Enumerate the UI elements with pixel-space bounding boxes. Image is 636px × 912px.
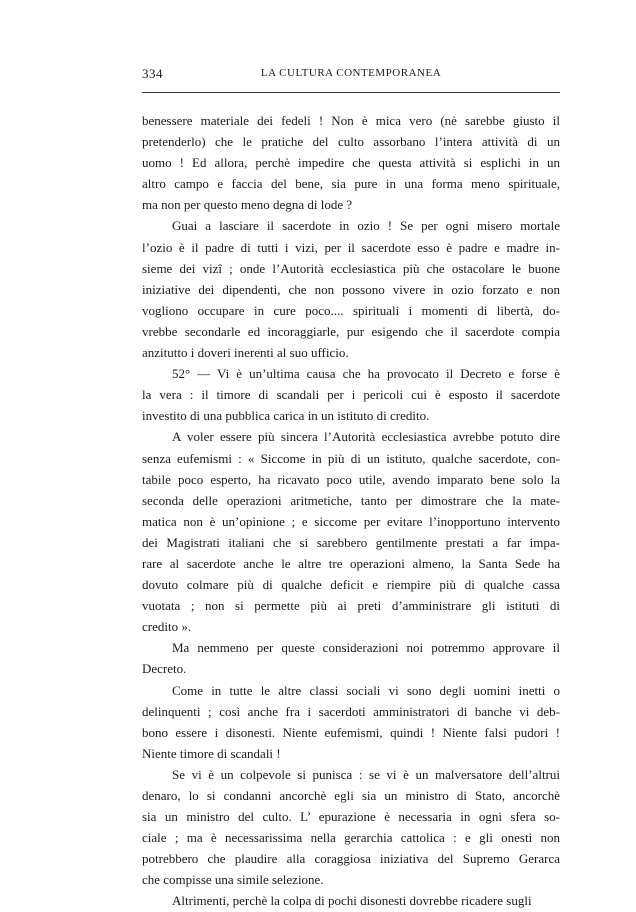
text-line: potrebbero che plaudire alla coraggiosa iniziativa del Supremo Gerarca	[142, 851, 560, 867]
paragraph	[142, 426, 560, 637]
text-line: Se vi è un colpevole si punisca : se vi è un malversatore dell’altrui	[172, 766, 560, 782]
paragraph	[142, 764, 560, 891]
text-line: denaro, lo si condanni ancorchè egli sia un ministro di Stato, ancorchè	[142, 788, 560, 803]
text-line: matica non è un’opinione ; e siccome per evitare l’inopportuno intervento	[142, 513, 560, 529]
body-text	[142, 110, 560, 912]
text-line: Niente timore di scandali !	[142, 745, 281, 761]
text-line: Guai a lasciare il sacerdote in ozio ! Se per ogni misero mortale	[172, 218, 560, 234]
page-number: 334	[142, 66, 163, 81]
paragraph	[142, 637, 560, 679]
text-line: 52° — Vi è un’ultima causa che ha provocato il Decreto e forse è	[172, 366, 560, 382]
text-line: investito di una pubblica carica in un istituto di credito.	[142, 408, 430, 424]
text-line: benessere materiale dei fedeli ! Non è mica vero (nè sarebbe giusto il	[142, 113, 560, 128]
text-line: altro campo e faccia del bene, sia pure in una forma meno spirituale,	[142, 176, 560, 192]
text-line: iniziative dei dipendenti, che non possono vivere in ozio forzato e non	[142, 281, 560, 297]
text-line: vogliono occupare in cure poco.... spirituali i momenti di libertà, do-	[142, 302, 560, 318]
text-line: ciale ; ma è necessarissima nella gerarchia cattolica : e gli onesti non	[142, 830, 560, 846]
paragraph	[142, 110, 560, 215]
text-line: Decreto.	[142, 661, 187, 677]
text-line: vuotata ; non si permette più ai preti d’amministrare gli istituti di	[142, 598, 560, 614]
text-line: l’ozio è il padre di tutti i vizi, per il sacerdote esso è padre e madre in-	[142, 239, 560, 255]
text-line: seconda delle operazioni aritmetiche, tanto per dimostrare che la mate-	[142, 492, 560, 508]
text-line: rare al sacerdote anche le altre tre operazioni almeno, la Santa Sede ha	[142, 555, 560, 571]
text-line: uomo ! Ed allora, perchè impedire che questa attività si esplichi in un	[142, 155, 560, 171]
text-line: A voler essere più sincera l’Autorità ecclesiastica avrebbe potuto dire	[172, 429, 560, 445]
text-line: delinquenti ; così anche fra i sacerdoti amministratori di banche vi deb-	[142, 703, 560, 719]
text-line: bono essere i disonesti. Niente eufemismi, quindi ! Niente falsi pudori !	[142, 724, 560, 740]
running-title: LA CULTURA CONTEMPORANEA	[260, 67, 442, 79]
text-line: Altrimenti, perchè la colpa di pochi disonesti dovrebbe ricadere sugli	[172, 893, 532, 909]
text-line: Ma nemmeno per queste considerazioni noi potremmo approvare il	[172, 640, 560, 656]
text-line: anzitutto i doveri inerenti al suo ufficio.	[142, 345, 349, 361]
paragraph	[142, 680, 560, 764]
text-line: tabile poco esperto, ha ricavato poco utile, avendo imparato bene solo la	[142, 471, 560, 487]
text-line: ma non per questo meno degna di lode ?	[142, 197, 353, 213]
header-rule	[142, 92, 560, 93]
text-line: senza eufemismi : « Siccome in più di un istituto, qualche sacerdote, con-	[142, 450, 560, 466]
text-line: dovuto colmare più di qualche deficit e riempire più di qualche cassa	[142, 577, 560, 593]
text-line: la vera : il timore di scandali per i pericoli cui è esposto il sacerdote	[142, 387, 560, 403]
paragraph	[142, 363, 560, 426]
text-line: credito ».	[142, 619, 192, 635]
text-line: pretenderlo) che le pratiche del culto assorbano l’intera attività di un	[142, 134, 560, 150]
text-line: sieme dei vizî ; onde l’Autorità ecclesiastica più che ostacolare le buone	[142, 260, 560, 276]
text-line: Come in tutte le altre classi sociali vi sono degli uomini inetti o	[172, 682, 560, 698]
text-line: che compisse una simile selezione.	[142, 872, 324, 888]
paragraph	[142, 215, 560, 363]
page-header	[142, 66, 560, 86]
paragraph	[142, 890, 560, 911]
text-line: vrebbe secondarle ed incoraggiarle, pur esigendo che il sacerdote compia	[142, 323, 560, 339]
text-line: sia un ministro del culto. L’ epurazione è necessaria in ogni sfera so-	[142, 809, 560, 825]
text-line: dei Magistrati italiani che si sarebbero gentilmente prestati a far impa-	[142, 534, 560, 550]
